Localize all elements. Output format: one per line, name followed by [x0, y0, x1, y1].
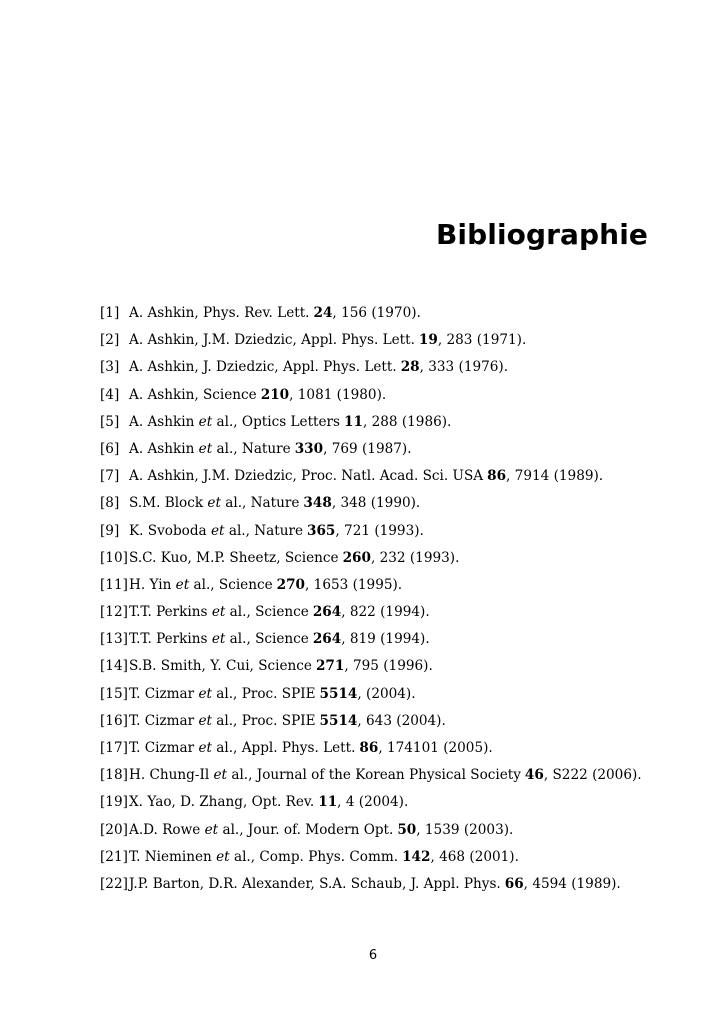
reference-item	[100, 629, 660, 656]
reference-volume: 5514	[319, 712, 358, 729]
reference-text	[129, 357, 508, 384]
reference-number: [6]	[100, 440, 120, 457]
reference-number: [5]	[100, 413, 120, 430]
reference-volume: 210	[260, 386, 290, 403]
reference-volume: 330	[294, 440, 324, 457]
reference-item	[100, 602, 660, 629]
reference-citation-cont: al., Proc. SPIE	[211, 685, 316, 702]
reference-et-al: et	[211, 631, 226, 648]
reference-pages-year: , 468 (2001).	[430, 848, 519, 865]
reference-number: [10]	[100, 549, 128, 566]
reference-pages-year: , 822 (1994).	[341, 604, 430, 621]
reference-text	[129, 521, 424, 548]
reference-citation: X. Yao, D. Zhang, Opt. Rev.	[129, 794, 315, 811]
reference-pages-year: , 283 (1971).	[437, 332, 527, 349]
reference-item	[100, 493, 660, 520]
reference-number: [15]	[100, 685, 128, 702]
reference-volume: 365	[307, 522, 336, 539]
reference-pages-year: , 1653 (1995).	[305, 576, 403, 593]
reference-item	[100, 303, 660, 330]
reference-citation-cont: al., Nature	[220, 495, 300, 512]
reference-citation-cont: al., Science	[225, 604, 309, 621]
reference-text	[129, 602, 430, 629]
reference-pages-year: , 769 (1987).	[323, 440, 412, 457]
reference-pages-year: , 795 (1996).	[344, 658, 433, 675]
reference-citation-cont: al., Proc. SPIE	[211, 712, 316, 729]
reference-volume: 260	[342, 549, 371, 566]
reference-citation-cont: al., Optics Letters	[212, 413, 341, 430]
reference-citation: S.C. Kuo, M.P. Sheetz, Science	[129, 549, 339, 566]
reference-volume: 11	[318, 794, 338, 811]
reference-pages-year: , 333 (1976).	[419, 359, 509, 376]
reference-citation: A. Ashkin	[129, 413, 199, 430]
reference-volume: 142	[402, 848, 431, 865]
reference-citation-cont: al., Jour. of. Modern Opt.	[218, 821, 394, 838]
page-number: 6	[368, 948, 378, 963]
reference-text	[129, 847, 519, 874]
reference-citation-cont: al., Nature	[212, 440, 291, 457]
reference-citation-cont: al., Science	[225, 631, 309, 648]
reference-item	[100, 412, 660, 439]
reference-citation: K. Svoboda	[129, 522, 211, 539]
reference-citation: S.B. Smith, Y. Cui, Science	[129, 658, 312, 675]
reference-text	[129, 820, 513, 847]
reference-et-al: et	[198, 440, 213, 457]
reference-item	[100, 330, 660, 357]
reference-text	[129, 493, 420, 520]
reference-item	[100, 874, 660, 901]
reference-item	[100, 575, 660, 602]
reference-number: [19]	[100, 794, 128, 811]
reference-number: [13]	[100, 631, 128, 648]
reference-citation: T.T. Perkins	[129, 604, 212, 621]
reference-number: [12]	[100, 604, 128, 621]
reference-number: [17]	[100, 740, 128, 756]
reference-item	[100, 738, 660, 765]
reference-number: [20]	[100, 821, 128, 838]
reference-number: [21]	[100, 848, 128, 865]
reference-item	[100, 711, 660, 738]
reference-et-al: et	[207, 495, 221, 512]
reference-citation: T. Cizmar	[129, 712, 199, 729]
reference-et-al: et	[198, 740, 212, 756]
reference-et-al: et	[216, 848, 230, 865]
reference-item	[100, 820, 660, 847]
reference-text	[129, 385, 386, 412]
reference-item	[100, 765, 660, 792]
reference-et-al: et	[211, 604, 226, 621]
reference-number: [22]	[100, 875, 128, 892]
reference-citation: A. Ashkin, J.M. Dziedzic, Proc. Natl. Acad. Sci. USA	[129, 468, 484, 485]
reference-text	[129, 629, 430, 656]
reference-volume: 28	[400, 359, 420, 376]
reference-text	[129, 330, 526, 357]
reference-citation: A. Ashkin	[129, 440, 199, 457]
reference-et-al: et	[213, 767, 228, 784]
reference-volume: 11	[344, 413, 363, 430]
reference-citation: T. Cizmar	[129, 740, 199, 756]
reference-volume: 264	[312, 604, 342, 621]
page-title: Bibliographie	[435, 218, 648, 251]
reference-item	[100, 357, 660, 384]
reference-pages-year: , 4 (2004).	[337, 794, 409, 811]
reference-citation: A.D. Rowe	[129, 821, 205, 838]
reference-number: [2]	[100, 332, 120, 349]
reference-item	[100, 439, 660, 466]
reference-et-al: et	[211, 522, 225, 539]
reference-number: [7]	[100, 468, 120, 485]
reference-citation: T. Cizmar	[129, 685, 199, 702]
reference-pages-year: , S222 (2006).	[543, 767, 642, 784]
reference-number: [16]	[100, 712, 128, 729]
reference-item	[100, 521, 660, 548]
reference-number: [3]	[100, 359, 120, 376]
reference-volume: 264	[312, 631, 342, 648]
reference-number: [14]	[100, 658, 128, 675]
reference-text	[129, 711, 446, 738]
reference-citation: H. Yin	[129, 576, 176, 593]
reference-citation: T.T. Perkins	[129, 631, 212, 648]
reference-text	[129, 575, 402, 602]
reference-citation: H. Chung-Il	[129, 767, 214, 784]
reference-item	[100, 847, 660, 874]
reference-volume: 270	[276, 576, 306, 593]
reference-text	[129, 738, 493, 765]
reference-pages-year: , 348 (1990).	[331, 495, 421, 512]
reference-item	[100, 656, 660, 683]
reference-number: [18]	[100, 767, 128, 784]
reference-pages-year: , 174101 (2005).	[378, 740, 493, 756]
reference-volume: 46	[524, 767, 544, 784]
reference-pages-year: , 232 (1993).	[370, 549, 460, 566]
reference-volume: 24	[313, 305, 333, 321]
reference-text	[129, 412, 451, 439]
reference-citation: A. Ashkin, Science	[129, 386, 257, 403]
reference-text	[129, 303, 421, 330]
reference-pages-year: , 721 (1993).	[335, 522, 424, 539]
reference-pages-year: , 1539 (2003).	[416, 821, 514, 838]
reference-et-al: et	[198, 685, 212, 702]
reference-number: [9]	[100, 522, 120, 539]
reference-text	[129, 684, 416, 711]
reference-pages-year: , 156 (1970).	[332, 305, 421, 321]
reference-volume: 5514	[319, 685, 358, 702]
reference-text	[129, 548, 459, 575]
reference-volume: 348	[303, 495, 332, 512]
reference-citation: T. Nieminen	[129, 848, 217, 865]
reference-et-al: et	[198, 413, 213, 430]
reference-text	[129, 656, 433, 683]
reference-citation: A. Ashkin, Phys. Rev. Lett.	[129, 305, 310, 321]
reference-citation: J.P. Barton, D.R. Alexander, S.A. Schaub, J. Appl. Phys.	[129, 875, 501, 892]
reference-volume: 86	[487, 468, 507, 485]
reference-et-al: et	[204, 821, 219, 838]
reference-pages-year: , 819 (1994).	[341, 631, 430, 648]
reference-item	[100, 466, 660, 493]
reference-number: [4]	[100, 386, 120, 403]
reference-citation: A. Ashkin, J. Dziedzic, Appl. Phys. Lett.	[129, 359, 397, 376]
reference-et-al: et	[198, 712, 212, 729]
reference-pages-year: , 7914 (1989).	[506, 468, 604, 485]
reference-volume: 66	[504, 875, 524, 892]
reference-text	[129, 466, 603, 493]
reference-citation-cont: al., Appl. Phys. Lett.	[211, 740, 356, 756]
reference-text	[129, 792, 408, 819]
reference-pages-year: , 4594 (1989).	[523, 875, 621, 892]
reference-item	[100, 385, 660, 412]
reference-item	[100, 548, 660, 575]
reference-volume: 86	[359, 740, 379, 756]
reference-et-al: et	[175, 576, 190, 593]
reference-item	[100, 792, 660, 819]
reference-number: [8]	[100, 495, 120, 512]
reference-volume: 19	[418, 332, 438, 349]
reference-text	[129, 765, 642, 792]
reference-pages-year: , 1081 (1980).	[289, 386, 387, 403]
reference-text	[129, 439, 412, 466]
reference-pages-year: , 643 (2004).	[357, 712, 446, 729]
reference-number: [1]	[100, 305, 120, 321]
reference-volume: 50	[397, 821, 417, 838]
reference-number: [11]	[100, 576, 128, 593]
reference-pages-year: , (2004).	[357, 685, 416, 702]
reference-citation-cont: al., Science	[189, 576, 273, 593]
reference-citation-cont: al., Comp. Phys. Comm.	[229, 848, 399, 865]
reference-item	[100, 684, 660, 711]
reference-citation: S.M. Block	[129, 495, 208, 512]
reference-pages-year: , 288 (1986).	[362, 413, 452, 430]
reference-citation: A. Ashkin, J.M. Dziedzic, Appl. Phys. Lett.	[129, 332, 415, 349]
reference-volume: 271	[315, 658, 345, 675]
reference-citation-cont: al., Journal of the Korean Physical Society	[227, 767, 521, 784]
reference-text	[129, 874, 621, 901]
reference-citation-cont: al., Nature	[224, 522, 304, 539]
reference-list	[100, 303, 660, 901]
